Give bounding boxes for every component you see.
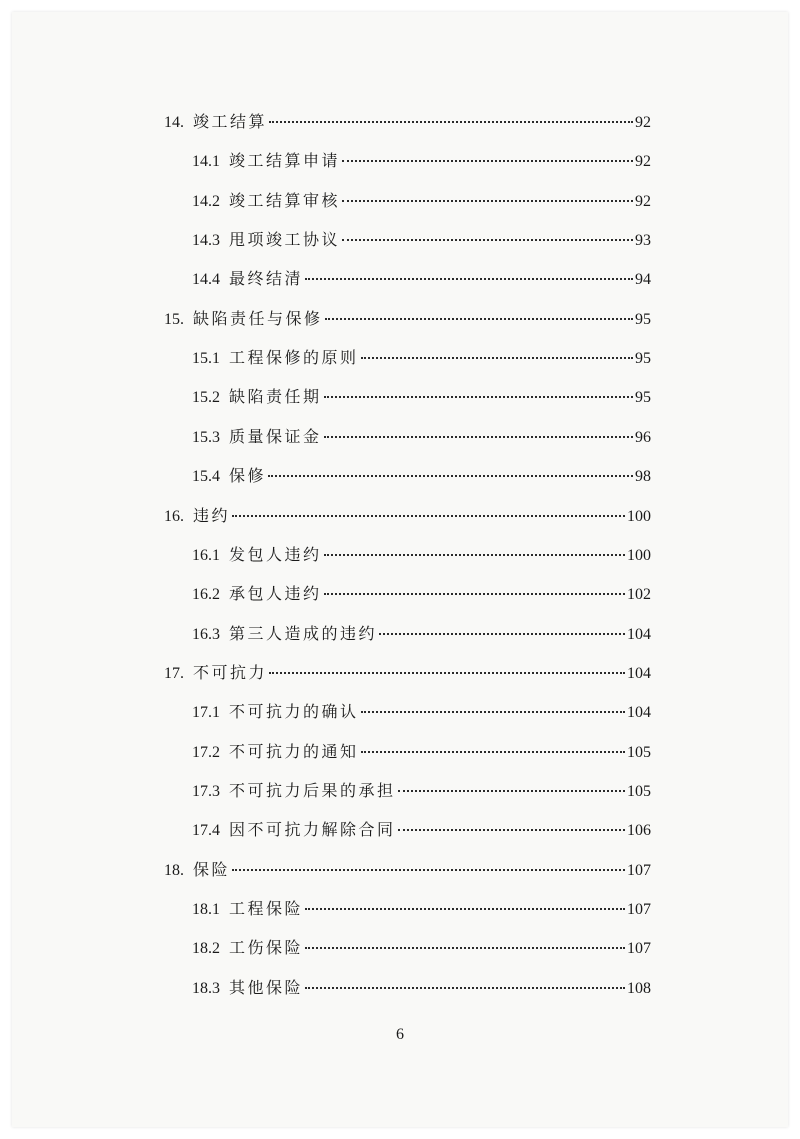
toc-entry-number: 15. [164, 311, 184, 328]
toc-dot-leader [232, 515, 625, 517]
toc-dot-leader [232, 869, 625, 871]
toc-dot-leader [305, 947, 625, 949]
toc-dot-leader [398, 829, 625, 831]
toc-entry-page: 92 [635, 114, 651, 131]
toc-dot-leader [342, 160, 633, 162]
toc-dot-leader [305, 278, 633, 280]
toc-entry-title: 工伤保险 [229, 938, 304, 957]
toc-entry-page: 95 [635, 311, 651, 328]
toc-entry-title: 甩项竣工协议 [229, 230, 341, 249]
toc-entry-number: 18.3 [192, 980, 220, 997]
toc-entry-number: 14.3 [192, 232, 220, 249]
toc-entry-number: 14.2 [192, 193, 220, 210]
toc-dot-leader [361, 711, 625, 713]
toc-entry-number: 17. [164, 665, 184, 682]
toc-dot-leader [325, 318, 633, 320]
toc-entry-page: 102 [627, 586, 651, 603]
page-number: 6 [396, 1026, 404, 1043]
toc-entry[interactable] [192, 938, 651, 960]
toc-entry[interactable] [164, 663, 651, 685]
toc-entry[interactable] [164, 860, 651, 882]
toc-entry[interactable] [192, 269, 651, 291]
toc-dot-leader [361, 751, 625, 753]
toc-entry-title: 工程保险 [229, 899, 304, 918]
toc-entry-page: 106 [627, 822, 651, 839]
toc-entry[interactable] [164, 309, 651, 331]
toc-entry-page: 105 [627, 783, 651, 800]
toc-dot-leader [398, 790, 625, 792]
toc-entry-page: 95 [635, 389, 651, 406]
toc-dot-leader [305, 987, 625, 989]
toc-dot-leader [361, 357, 633, 359]
toc-entry-title: 第三人造成的违约 [229, 624, 378, 643]
toc-entry-title: 不可抗力的确认 [229, 702, 359, 721]
toc-entry[interactable] [192, 781, 651, 803]
toc-entry-page: 105 [627, 744, 651, 761]
toc-entry-title: 不可抗力 [193, 663, 268, 682]
toc-entry-title: 因不可抗力解除合同 [229, 820, 396, 839]
toc-entry[interactable] [192, 545, 651, 567]
toc-entry-page: 95 [635, 350, 651, 367]
toc-entry-title: 工程保修的原则 [229, 348, 359, 367]
toc-entry-number: 16.1 [192, 547, 220, 564]
toc-entry-title: 质量保证金 [229, 427, 322, 446]
toc-entry-page: 107 [627, 901, 651, 918]
toc-dot-leader [268, 475, 633, 477]
toc-entry-title: 保险 [193, 860, 231, 879]
toc-dot-leader [324, 593, 625, 595]
toc-entry-title: 缺陷责任期 [229, 387, 322, 406]
toc-entry-page: 100 [627, 547, 651, 564]
toc-entry-page: 104 [627, 704, 651, 721]
toc-dot-leader [305, 908, 625, 910]
toc-entry[interactable] [192, 230, 651, 252]
toc-entry-page: 92 [635, 193, 651, 210]
toc-entry-title: 承包人违约 [229, 584, 322, 603]
toc-entry-title: 缺陷责任与保修 [193, 309, 323, 328]
toc-entry-title: 其他保险 [229, 978, 304, 997]
toc-entry-page: 104 [627, 626, 651, 643]
toc-entry[interactable] [192, 624, 651, 646]
toc-entry-number: 14. [164, 114, 184, 131]
toc-entry-page: 94 [635, 271, 651, 288]
toc-dot-leader [324, 436, 633, 438]
toc-dot-leader [342, 239, 633, 241]
toc-entry-title: 不可抗力的通知 [229, 742, 359, 761]
toc-entry[interactable] [192, 742, 651, 764]
toc-dot-leader [324, 396, 633, 398]
toc-dot-leader [324, 554, 625, 556]
toc-entry-number: 15.3 [192, 429, 220, 446]
toc-entry-number: 15.1 [192, 350, 220, 367]
toc-entry-title: 发包人违约 [229, 545, 322, 564]
toc-entry-number: 15.4 [192, 468, 220, 485]
toc-entry-number: 18. [164, 862, 184, 879]
toc-entry-number: 17.3 [192, 783, 220, 800]
toc-entry-number: 14.1 [192, 153, 220, 170]
toc-entry[interactable] [164, 112, 651, 134]
toc-entry-page: 108 [627, 980, 651, 997]
toc-entry-page: 93 [635, 232, 651, 249]
toc-entry[interactable] [192, 466, 651, 488]
toc-dot-leader [269, 121, 633, 123]
toc-entry[interactable] [192, 151, 651, 173]
toc-entry-title: 竣工结算审核 [229, 191, 341, 210]
toc-dot-leader [342, 200, 633, 202]
toc-entry[interactable] [192, 191, 651, 213]
toc-entry-number: 15.2 [192, 389, 220, 406]
toc-entry-number: 17.2 [192, 744, 220, 761]
toc-entry-number: 16. [164, 508, 184, 525]
toc-entry-page: 104 [627, 665, 651, 682]
toc-entry[interactable] [192, 427, 651, 449]
toc-entry[interactable] [192, 978, 651, 1000]
toc-entry-title: 最终结清 [229, 269, 304, 288]
toc-entry-title: 不可抗力后果的承担 [229, 781, 396, 800]
toc-entry-page: 100 [627, 508, 651, 525]
toc-entry[interactable] [192, 387, 651, 409]
toc-entry[interactable] [192, 584, 651, 606]
toc-entry[interactable] [192, 348, 651, 370]
toc-entry[interactable] [192, 820, 651, 842]
toc-dot-leader [379, 633, 625, 635]
toc-dot-leader [269, 672, 625, 674]
toc-entry[interactable] [192, 899, 651, 921]
toc-entry-title: 违约 [193, 506, 231, 525]
toc-entry-number: 18.2 [192, 940, 220, 957]
toc-entry-number: 16.2 [192, 586, 220, 603]
toc-entry-page: 96 [635, 429, 651, 446]
toc-entry-title: 竣工结算 [193, 112, 268, 131]
toc-entry-number: 14.4 [192, 271, 220, 288]
toc-entry-title: 竣工结算申请 [229, 151, 341, 170]
toc-entry-number: 16.3 [192, 626, 220, 643]
toc-entry-page: 107 [627, 862, 651, 879]
toc-entry-number: 17.1 [192, 704, 220, 721]
toc-entry[interactable] [192, 702, 651, 724]
toc-entry-page: 107 [627, 940, 651, 957]
toc-entry-title: 保修 [229, 466, 267, 485]
toc-entry-page: 98 [635, 468, 651, 485]
toc-entry-number: 18.1 [192, 901, 220, 918]
toc-entry-page: 92 [635, 153, 651, 170]
toc-entry-number: 17.4 [192, 822, 220, 839]
toc-entry[interactable] [164, 506, 651, 528]
